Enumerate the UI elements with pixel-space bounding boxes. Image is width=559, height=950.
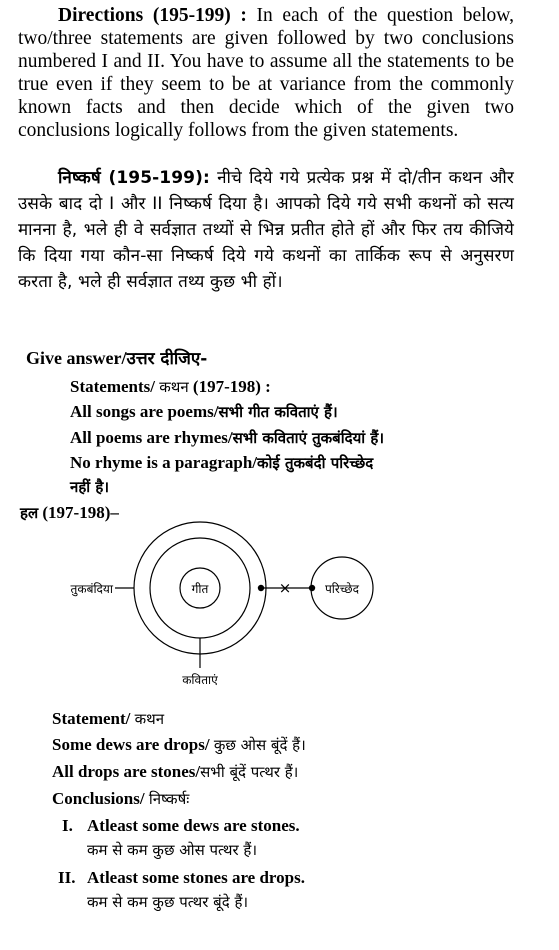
connector-dot-left: [258, 585, 264, 591]
rhymes-label: तुकबंदिया: [70, 582, 113, 596]
conclusion-2-en: Atleast some stones are drops.: [87, 868, 305, 887]
give-answer-hi: उत्तर दीजिए-: [126, 349, 208, 369]
conclusion-1-hi: कम से कम कुछ ओस पत्थर हैं।: [87, 841, 258, 859]
songs-label: गीत: [191, 582, 209, 596]
poems-label: कविताएं: [182, 673, 218, 687]
statement-2-2: All drops are stones/सभी बूंदें पत्थर हैं।: [52, 762, 299, 781]
statement-3-continued: नहीं है।: [70, 478, 110, 496]
hindi-directions-heading: निष्कर्ष (195-199):: [58, 168, 210, 188]
conclusion-2: [58, 868, 305, 888]
statement-3: No rhyme is a paragraph/कोई तुकबंदी परिच्छेद: [70, 453, 374, 472]
venn-diagram: [0, 520, 559, 695]
paragraph-label: परिच्छेद: [324, 582, 360, 596]
give-answer-en: Give answer/: [26, 348, 127, 368]
statements-heading: Statements/ कथन (197-198) :: [70, 377, 271, 396]
conclusion-1-number: I.: [62, 816, 73, 835]
conclusions-heading: Conclusions/ निष्कर्षः: [52, 789, 190, 808]
conclusion-2-hi: कम से कम कुछ पत्थर बूंदे हैं।: [87, 893, 249, 911]
hindi-directions-paragraph: [18, 165, 514, 295]
directions-text: In each of the question below, two/three statements are given followed by two conclusions numbered I and II. You have to assume all the statements to be true even if they seem to be at variance from the commonly known facts and then decide which of the given two conclusions logically follows from the given statements.: [18, 5, 515, 141]
directions-paragraph: [18, 4, 514, 142]
cross-mark: ×: [278, 579, 292, 597]
conclusion-2-number: II.: [58, 868, 76, 887]
statement-1: All songs are poems/सभी गीत कविताएं हैं।: [70, 402, 338, 421]
hindi-directions-text: नीचे दिये गये प्रत्येक प्रश्न में दो/तीन कथन और उसके बाद दो I और II निष्कर्ष दिया है। आपको दिये गये सभी कथनों को सत्य मानना है, भले ही वे सर्वज्ञात तथ्यों से भिन्न प्रतीत होते हों और फिर तय कीजिये कि दिया गया कौन-सा निष्कर्ष दिये गये कथनों का तार्किक रूप से अनुसरण करता है, भले ही सर्वज्ञात तथ्य कुछ भी हों।: [18, 168, 514, 292]
statement-2: All poems are rhymes/सभी कविताएं तुकबंदियां हैं।: [70, 428, 385, 447]
statement-heading-2: Statement/ कथन: [52, 709, 165, 728]
statement-2-1: Some dews are drops/ कुछ ओस बूंदें हैं।: [52, 735, 306, 754]
conclusion-1: [62, 816, 300, 836]
give-answer-line: [26, 346, 207, 369]
connector-dot-right: [309, 585, 315, 591]
conclusion-1-en: Atleast some dews are stones.: [87, 816, 300, 835]
directions-heading: Directions (195-199) :: [58, 5, 247, 26]
solution-heading: हल (197-198)–: [20, 503, 119, 522]
